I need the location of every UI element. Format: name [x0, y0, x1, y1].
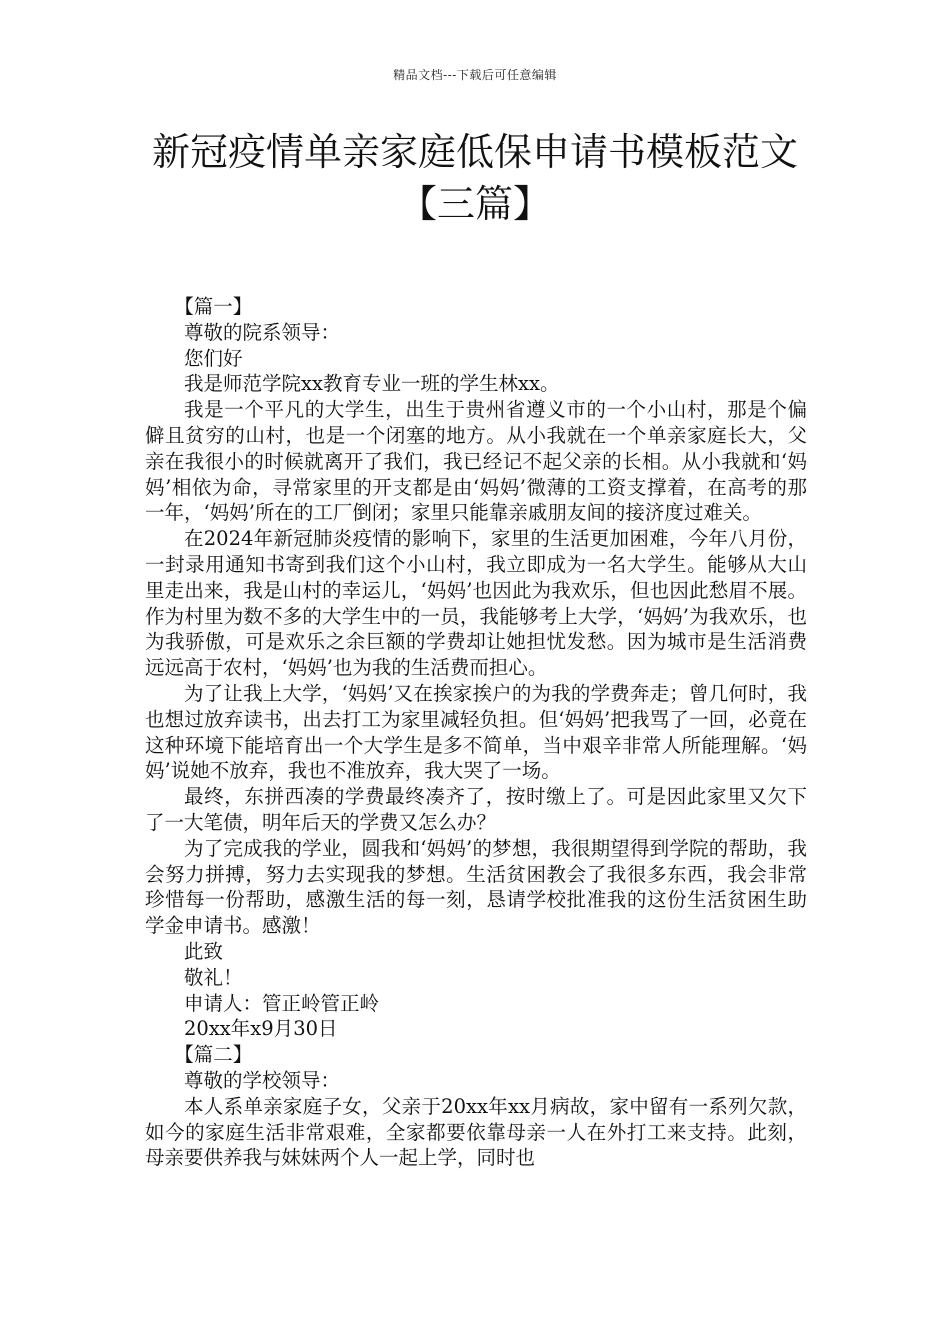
date-line: 20xx年x9月30日 — [184, 1017, 338, 1041]
document-body — [145, 294, 807, 1171]
title-line-2: 【三篇】 — [398, 182, 551, 226]
body-paragraph: 为了让我上大学，‘妈妈’又在挨家挨户的为我的学费奔走；曾几何时，我也想过放弃读书，出去打工为家里减轻负担。但‘妈妈’把我骂了一回，必竟在这种环境下能培育出一个大学生是多不简单，当中艰辛非常人所能理解。‘妈妈’说她不放弃，我也不准放弃，我大哭了一场。 — [145, 681, 807, 783]
salutation: 尊敬的院系领导： — [184, 320, 341, 344]
intro-paragraph: 我是师范学院xx教育专业一班的学生林xx。 — [184, 372, 560, 396]
page-header-note: 精品文档---下载后可任意编辑 — [393, 68, 557, 82]
body-paragraph: 为了完成我的学业，圆我和‘妈妈’的梦想，我很期望得到学院的帮助，我会努力拼搏，努力去实现我的梦想。生活贫困教会了我很多东西，我会非常珍惜每一份帮助，感激生活的每一刻，恳请学校批准我的这份生活贫困生助学金申请书。感激！ — [145, 836, 807, 938]
title-line-1: 新冠疫情单亲家庭低保申请书模板范文 — [151, 130, 798, 174]
closing-line: 此致 — [184, 939, 224, 963]
section-heading-1: 【篇一】 — [174, 295, 253, 318]
body-paragraph: 最终，东拼西凑的学费最终凑齐了，按时缴上了。可是因此家里又欠下了一大笔债，明年后天的学费又怎么办？ — [145, 785, 807, 834]
section-heading-2: 【篇二】 — [174, 1043, 253, 1067]
document-title — [60, 126, 890, 230]
salutation: 尊敬的学校领导： — [184, 1068, 341, 1092]
body-paragraph: 本人系单亲家庭子女，父亲于20xx年xx月病故，家中留有一系列欠款，如今的家庭生活非常艰难，全家都要依靠母亲一人在外打工来支持。此刻，母亲要供养我与妹妹两个人一起上学，同时也 — [145, 1094, 807, 1170]
body-paragraph: 我是一个平凡的大学生，出生于贵州省遵义市的一个小山村，那是个偏僻且贫穷的山村，也是一个闭塞的地方。从小我就在一个单亲家庭长大，父亲在我很小的时候就离开了我们，我已经记不起父亲的长相。从小我就和‘妈妈’相依为命，寻常家里的开支都是由‘妈妈’微薄的工资支撑着，在高考的那一年，‘妈妈’所在的工厂倒闭；家里只能靠亲戚朋友间的接济度过难关。 — [145, 398, 807, 525]
closing-salute: 敬礼！ — [184, 965, 243, 989]
greeting: 您们好 — [184, 346, 243, 370]
body-paragraph: 在2024年新冠肺炎疫情的影响下，家里的生活更加困难，今年八月份，一封录用通知书寄到我们这个小山村，我立即成为一名大学生。能够从大山里走出来，我是山村的幸运儿，‘妈妈’也因此为我欢乐，但也因此愁眉不展。作为村里为数不多的大学生中的一员，我能够考上大学，‘妈妈’为我欢乐，也为我骄傲，可是欢乐之余巨额的学费却让她担忧发愁。因为城市是生活消费远远高于农村，‘妈妈’也为我的生活费而担心。 — [145, 527, 807, 680]
applicant-line: 申请人：管正岭管正岭 — [184, 991, 380, 1015]
